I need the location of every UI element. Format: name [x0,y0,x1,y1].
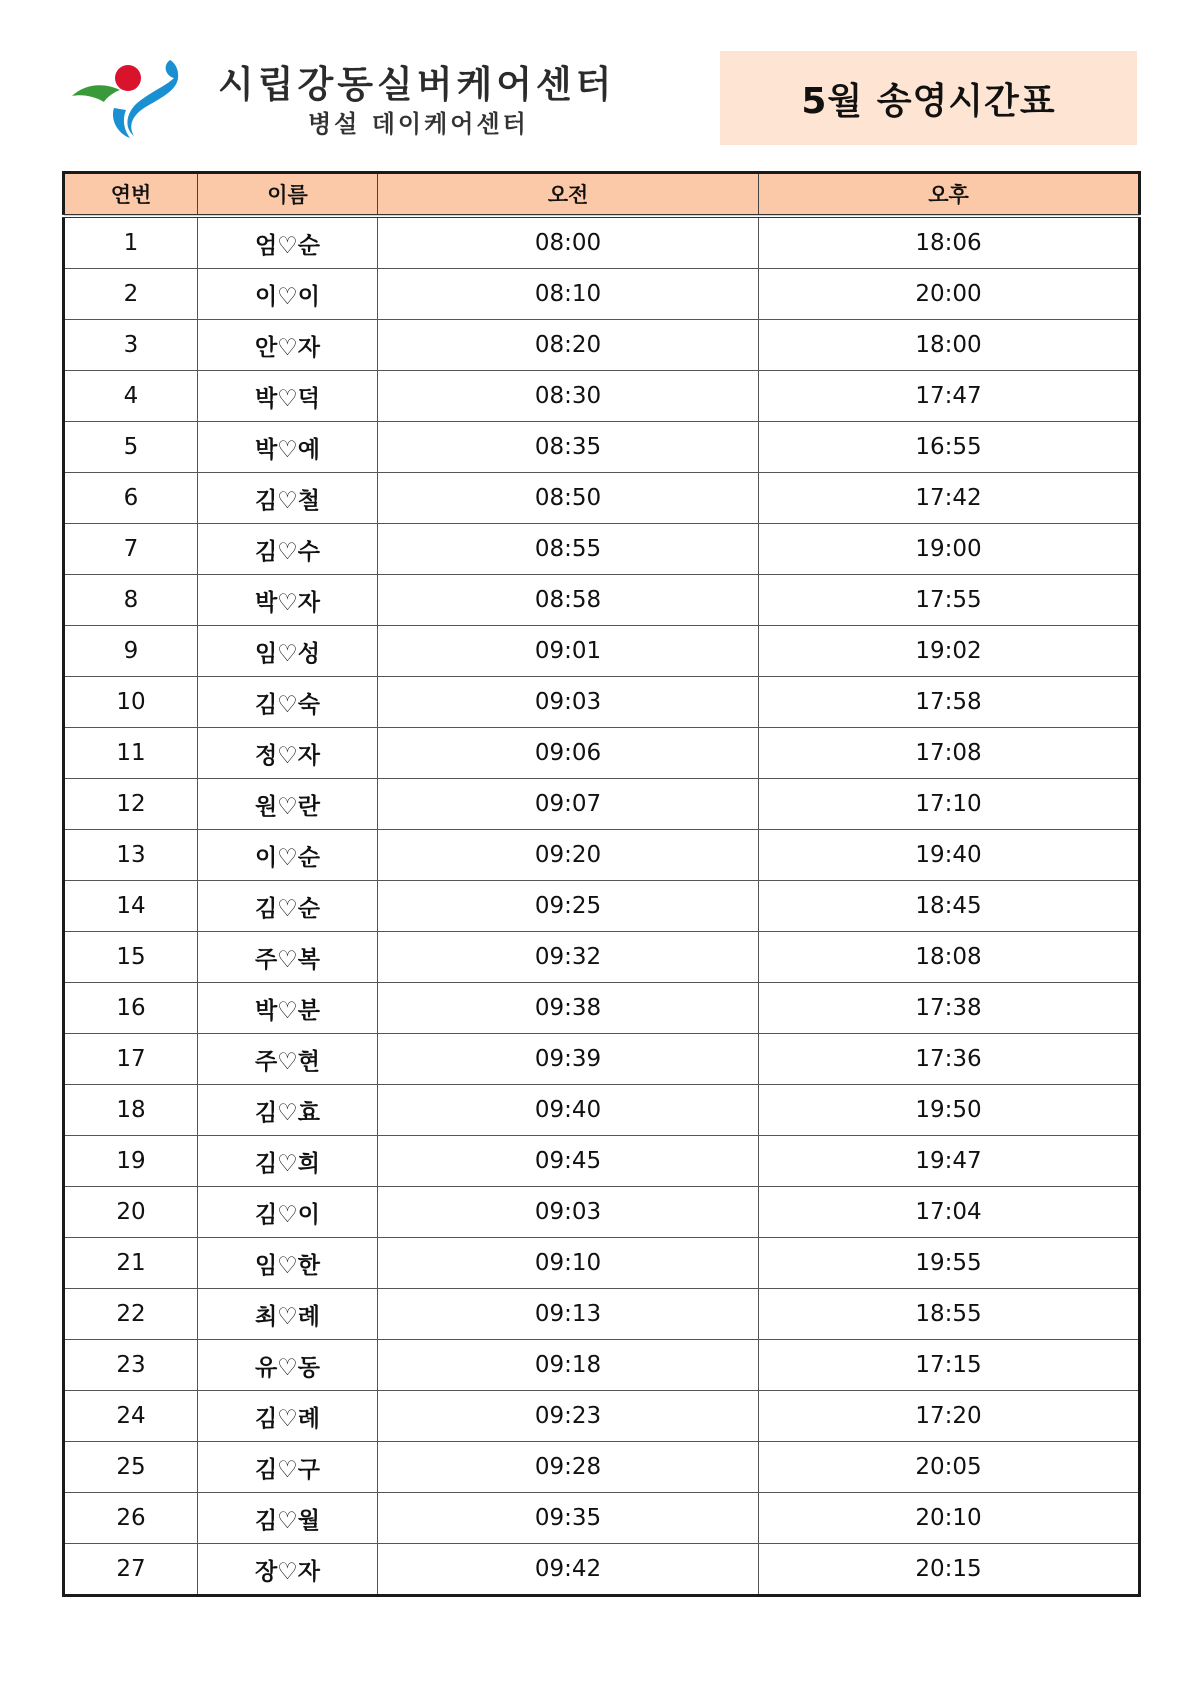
row-name: 박♡덕 [198,371,378,422]
row-name: 주♡복 [198,932,378,983]
row-name: 김♡효 [198,1085,378,1136]
row-morning-time: 08:20 [378,320,759,371]
table-row [64,779,1140,830]
row-number: 8 [64,575,198,626]
table-row [64,728,1140,779]
table-row [64,1034,1140,1085]
table-row [64,473,1140,524]
row-name: 임♡성 [198,626,378,677]
row-afternoon-time: 20:00 [759,269,1140,320]
row-afternoon-time: 17:42 [759,473,1140,524]
row-number: 13 [64,830,198,881]
row-morning-time: 09:32 [378,932,759,983]
table-row [64,216,1140,269]
table-row [64,983,1140,1034]
row-afternoon-time: 18:55 [759,1289,1140,1340]
row-number: 25 [64,1442,198,1493]
table-row [64,1544,1140,1596]
row-morning-time: 09:39 [378,1034,759,1085]
row-morning-time: 09:40 [378,1085,759,1136]
row-afternoon-time: 19:47 [759,1136,1140,1187]
row-name: 김♡월 [198,1493,378,1544]
row-morning-time: 09:01 [378,626,759,677]
row-name: 김♡례 [198,1391,378,1442]
row-number: 1 [64,216,198,269]
table-header-row [64,173,1140,217]
table-row [64,830,1140,881]
row-afternoon-time: 17:15 [759,1340,1140,1391]
row-morning-time: 09:06 [378,728,759,779]
table-row [64,575,1140,626]
row-morning-time: 09:10 [378,1238,759,1289]
row-morning-time: 09:23 [378,1391,759,1442]
row-afternoon-time: 16:55 [759,422,1140,473]
row-number: 17 [64,1034,198,1085]
table-row [64,1493,1140,1544]
row-name: 김♡순 [198,881,378,932]
column-header-afternoon: 오후 [759,173,1140,217]
row-number: 11 [64,728,198,779]
row-number: 27 [64,1544,198,1596]
table-row [64,1442,1140,1493]
row-number: 9 [64,626,198,677]
table-row [64,371,1140,422]
column-header-name: 이름 [198,173,378,217]
row-number: 6 [64,473,198,524]
row-afternoon-time: 17:10 [759,779,1140,830]
row-number: 5 [64,422,198,473]
row-afternoon-time: 18:00 [759,320,1140,371]
table-row [64,269,1140,320]
gangdong-logo-icon [70,56,185,141]
row-number: 18 [64,1085,198,1136]
row-name: 유♡동 [198,1340,378,1391]
row-name: 주♡현 [198,1034,378,1085]
row-number: 7 [64,524,198,575]
row-number: 24 [64,1391,198,1442]
row-number: 12 [64,779,198,830]
row-name: 김♡구 [198,1442,378,1493]
row-morning-time: 08:58 [378,575,759,626]
row-number: 15 [64,932,198,983]
row-afternoon-time: 17:08 [759,728,1140,779]
row-afternoon-time: 20:05 [759,1442,1140,1493]
row-number: 26 [64,1493,198,1544]
table-row [64,677,1140,728]
row-name: 박♡분 [198,983,378,1034]
row-morning-time: 08:30 [378,371,759,422]
row-afternoon-time: 18:06 [759,216,1140,269]
row-number: 21 [64,1238,198,1289]
table-row [64,1085,1140,1136]
row-number: 22 [64,1289,198,1340]
row-afternoon-time: 19:55 [759,1238,1140,1289]
row-morning-time: 08:55 [378,524,759,575]
row-morning-time: 09:07 [378,779,759,830]
row-name: 박♡예 [198,422,378,473]
row-afternoon-time: 17:20 [759,1391,1140,1442]
row-afternoon-time: 17:04 [759,1187,1140,1238]
row-name: 최♡례 [198,1289,378,1340]
row-morning-time: 09:03 [378,1187,759,1238]
row-name: 정♡자 [198,728,378,779]
row-number: 14 [64,881,198,932]
row-afternoon-time: 18:08 [759,932,1140,983]
row-morning-time: 08:00 [378,216,759,269]
row-name: 이♡이 [198,269,378,320]
row-afternoon-time: 17:58 [759,677,1140,728]
table-row [64,524,1140,575]
row-morning-time: 09:03 [378,677,759,728]
row-morning-time: 09:42 [378,1544,759,1596]
row-name: 안♡자 [198,320,378,371]
row-name: 엄♡순 [198,216,378,269]
row-name: 임♡한 [198,1238,378,1289]
row-morning-time: 09:13 [378,1289,759,1340]
row-afternoon-time: 17:36 [759,1034,1140,1085]
row-afternoon-time: 20:10 [759,1493,1140,1544]
row-number: 3 [64,320,198,371]
table-row [64,1391,1140,1442]
row-morning-time: 09:28 [378,1442,759,1493]
row-morning-time: 09:35 [378,1493,759,1544]
row-afternoon-time: 19:02 [759,626,1140,677]
table-row [64,626,1140,677]
table-row [64,1289,1140,1340]
row-name: 김♡수 [198,524,378,575]
row-morning-time: 09:25 [378,881,759,932]
row-number: 19 [64,1136,198,1187]
page-title: 5월 송영시간표 [801,80,1056,122]
row-number: 16 [64,983,198,1034]
row-name: 원♡란 [198,779,378,830]
page-header [0,0,1190,160]
table-row [64,1340,1140,1391]
table-row [64,1187,1140,1238]
table-row [64,1136,1140,1187]
table-row [64,422,1140,473]
row-afternoon-time: 19:40 [759,830,1140,881]
row-name: 박♡자 [198,575,378,626]
table-row [64,320,1140,371]
row-morning-time: 08:35 [378,422,759,473]
row-afternoon-time: 17:38 [759,983,1140,1034]
row-number: 4 [64,371,198,422]
table-row [64,932,1140,983]
org-subtitle: 병설 데이케어센터 [308,110,529,138]
table-row [64,1238,1140,1289]
row-name: 김♡철 [198,473,378,524]
table-row [64,881,1140,932]
row-afternoon-time: 17:47 [759,371,1140,422]
row-name: 김♡이 [198,1187,378,1238]
row-afternoon-time: 19:50 [759,1085,1140,1136]
row-morning-time: 08:50 [378,473,759,524]
row-number: 2 [64,269,198,320]
row-number: 10 [64,677,198,728]
row-afternoon-time: 18:45 [759,881,1140,932]
table-body [64,216,1140,1596]
row-morning-time: 09:38 [378,983,759,1034]
row-morning-time: 08:10 [378,269,759,320]
column-header-no: 연번 [64,173,198,217]
title-box [720,51,1137,145]
row-name: 김♡숙 [198,677,378,728]
row-afternoon-time: 20:15 [759,1544,1140,1596]
row-name: 김♡희 [198,1136,378,1187]
row-afternoon-time: 17:55 [759,575,1140,626]
row-morning-time: 09:45 [378,1136,759,1187]
row-name: 장♡자 [198,1544,378,1596]
row-morning-time: 09:18 [378,1340,759,1391]
row-name: 이♡순 [198,830,378,881]
row-number: 20 [64,1187,198,1238]
row-afternoon-time: 19:00 [759,524,1140,575]
column-header-morning: 오전 [378,173,759,217]
schedule-table [62,171,1141,1597]
row-morning-time: 09:20 [378,830,759,881]
row-number: 23 [64,1340,198,1391]
org-name: 시립강동실버케어센터 [218,63,616,106]
